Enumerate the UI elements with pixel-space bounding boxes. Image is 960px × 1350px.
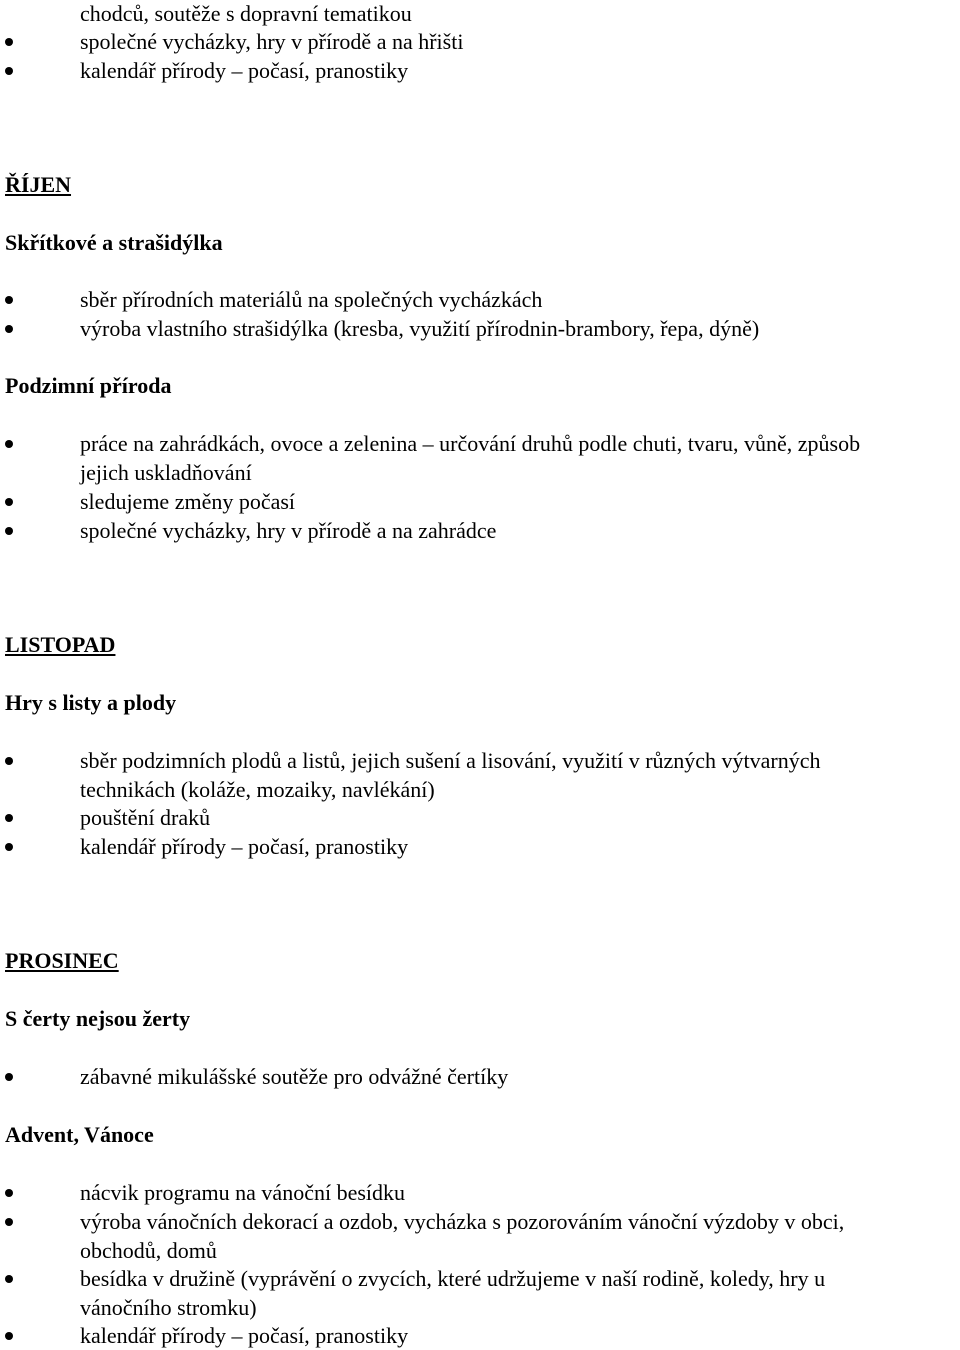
bullet-icon: [5, 1275, 13, 1283]
list-item-continuation: jejich uskladňování: [80, 460, 252, 485]
list-item: zábavné mikulášské soutěže pro odvážné čertíky: [80, 1064, 509, 1089]
bullet-icon: [5, 527, 13, 535]
bullet-icon: [5, 38, 13, 46]
list-item: sledujeme změny počasí: [80, 489, 296, 514]
bullet-icon: [5, 1332, 13, 1340]
list-item: kalendář přírody – počasí, pranostiky: [80, 58, 409, 83]
list-item: práce na zahrádkách, ovoce a zelenina – určování druhů podle chuti, tvaru, vůně, způsob: [80, 431, 861, 456]
bullet-icon: [5, 1189, 13, 1197]
section-heading: Skřítkové a strašidýlka: [5, 230, 223, 255]
bullet-icon: [5, 498, 13, 506]
bullet-icon: [5, 757, 13, 765]
bullet-icon: [5, 67, 13, 75]
list-item: sběr podzimních plodů a listů, jejich sušení a lisování, využití v různých výtvarných: [80, 748, 821, 773]
list-item: besídka v družině (vyprávění o zvycích, které udržujeme v naší rodině, koledy, hry u: [80, 1266, 826, 1291]
list-item: kalendář přírody – počasí, pranostiky: [80, 834, 409, 859]
list-item-continuation: vánočního stromku): [80, 1295, 257, 1320]
list-item: společné vycházky, hry v přírodě a na hřišti: [80, 29, 464, 54]
list-item: pouštění draků: [80, 805, 211, 830]
list-item: nácvik programu na vánoční besídku: [80, 1180, 406, 1205]
bullet-icon: [5, 1073, 13, 1081]
month-heading-listopad: LISTOPAD: [5, 632, 116, 657]
list-item: výroba vánočních dekorací a ozdob, vycházka s pozorováním vánoční výzdoby v obci,: [80, 1209, 845, 1234]
section-heading: Advent, Vánoce: [5, 1122, 154, 1147]
list-item: sběr přírodních materiálů na společných vycházkách: [80, 287, 543, 312]
list-item-continuation: obchodů, domů: [80, 1238, 217, 1263]
list-item-continuation: technikách (koláže, mozaiky, navlékání): [80, 777, 435, 802]
bullet-icon: [5, 814, 13, 822]
section-heading: Podzimní příroda: [5, 373, 172, 398]
bullet-icon: [5, 325, 13, 333]
bullet-icon: [5, 1218, 13, 1226]
intro-line: chodců, soutěže s dopravní tematikou: [80, 1, 412, 26]
month-heading-prosinec: PROSINEC: [5, 948, 119, 973]
bullet-icon: [5, 843, 13, 851]
section-heading: S čerty nejsou žerty: [5, 1006, 191, 1031]
list-item: společné vycházky, hry v přírodě a na zahrádce: [80, 518, 497, 543]
list-item: kalendář přírody – počasí, pranostiky: [80, 1323, 409, 1348]
section-heading: Hry s listy a plody: [5, 690, 177, 715]
month-heading-rijen: ŘÍJEN: [5, 172, 72, 197]
bullet-icon: [5, 440, 13, 448]
bullet-icon: [5, 296, 13, 304]
list-item: výroba vlastního strašidýlka (kresba, využití přírodnin-brambory, řepa, dýně): [80, 316, 760, 341]
